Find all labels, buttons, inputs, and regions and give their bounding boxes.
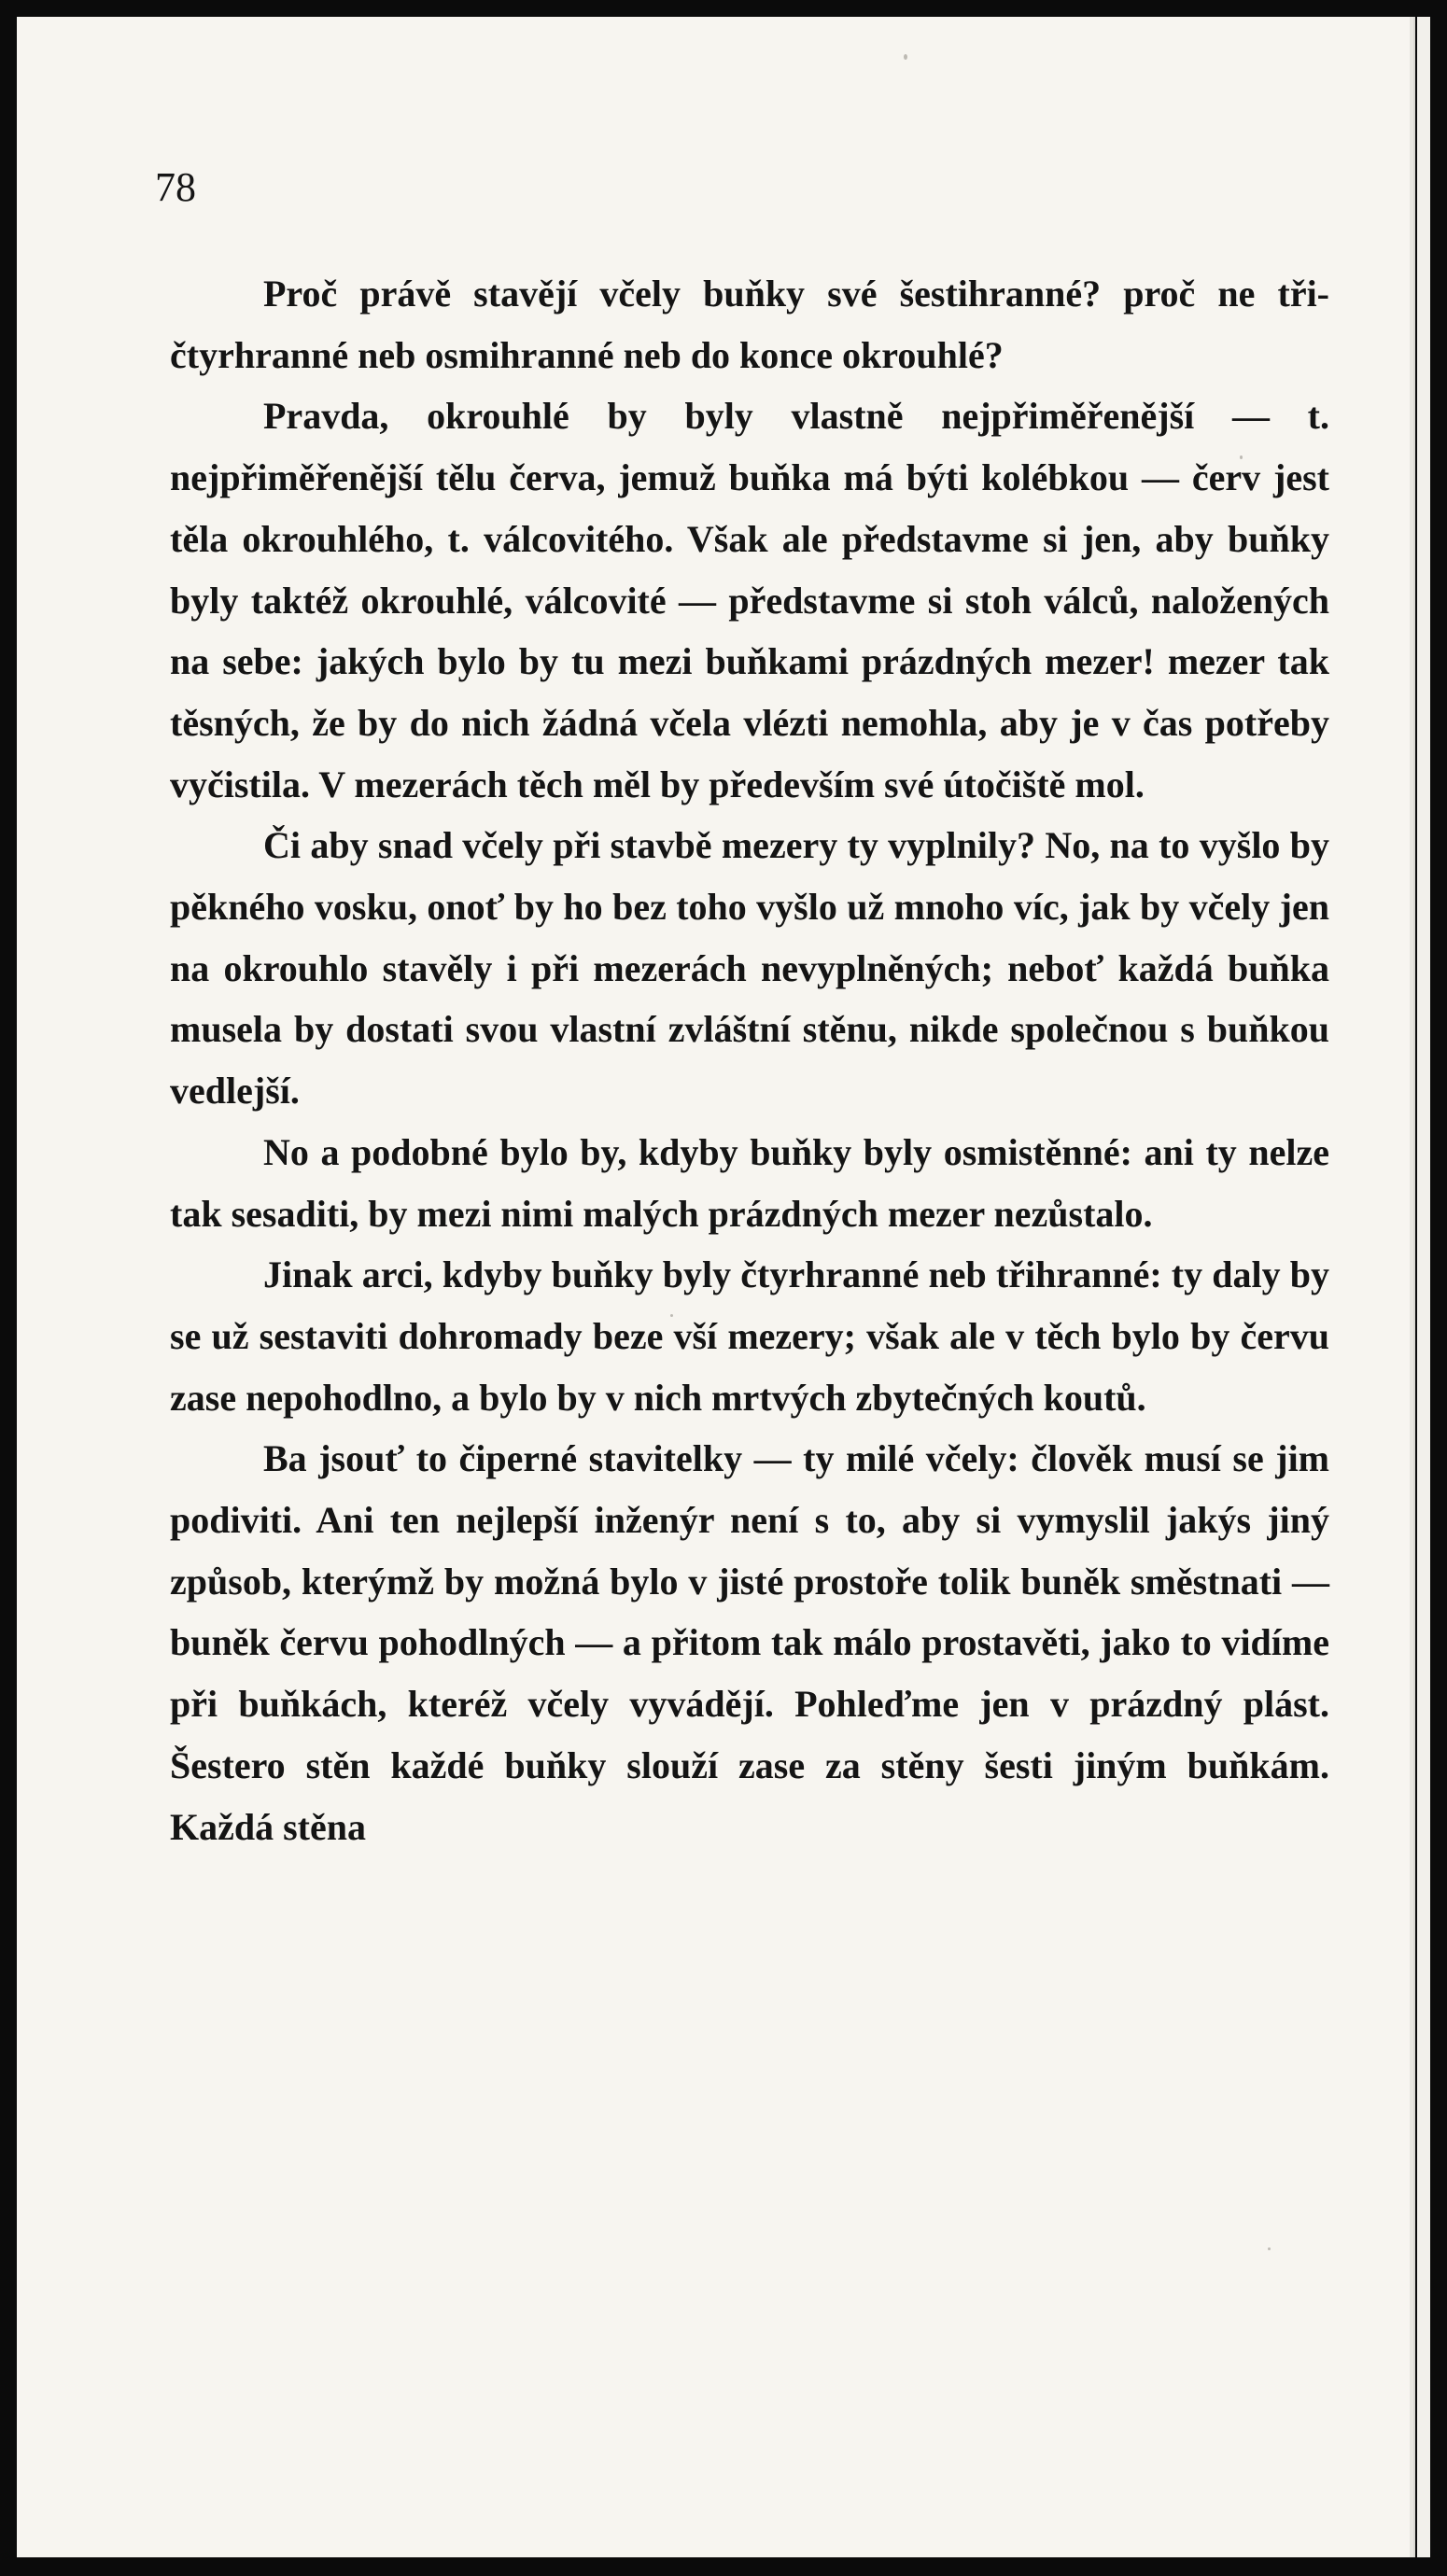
paper-speck (904, 54, 907, 60)
paragraph: Jinak arci, kdyby buňky byly čtyrhranné neb třihranné: ty daly by se už sestaviti dohromady beze vší mezery; však ale v těch bylo by červu zase nepohodlno, a bylo by v nich mrtvých zbytečných koutů. (170, 1253, 1329, 1419)
paper-speck (1268, 2247, 1271, 2250)
paragraph: Pravda, okrouhlé by byly vlastně nejpřiměřenější — t. nejpřiměřenější tělu červa, jemuž buňka má býti kolébkou — červ jest těla okrouhlého, t. válcovitého. Však ale představme si jen, aby buňky byly taktéž okrouhlé, válcovité — představme si stoh válců, naložených na sebe: jakých bylo by tu mezi buňkami prázdných mezer! mezer tak těsných, že by do nich žádná včela vlézti nemohla, aby je v čas potřeby vyčistila. V mezerách těch měl by především své útočiště mol. (170, 395, 1329, 805)
paragraph: Ba jsouť to čiperné stavitelky — ty milé včely: člověk musí se jim podiviti. Ani ten nejlepší inženýr není s to, aby si vymyslil jakýs jiný způsob, kterýmž by možná bylo v jisté prostoře tolik buněk směstnati — buněk červu pohodlných — a přitom tak málo prostavěti, jako to vidíme při buňkách, kteréž včely vyvádějí. Pohleďme jen v prázdný plást. Šestero stěn každé buňky slouží zase za stěny šesti jiným buňkám. Každá stěna (170, 1437, 1329, 1848)
paragraph: Či aby snad včely při stavbě mezery ty vyplnily? No, na to vyšlo by pěkného vosku, onoť by ho bez toho vyšlo už mnoho víc, jak by včely jen na okrouhlo stavěly i při mezerách nevyplněných; neboť každá buňka musela by dostati svou vlastní zvláštní stěnu, nikde společnou s buňkou vedlejší. (170, 824, 1329, 1113)
binding-strip (1417, 17, 1430, 2557)
body-text (170, 263, 1329, 1857)
page-edge (1410, 17, 1413, 2557)
page-number: 78 (155, 164, 196, 210)
paragraph: Proč právě stavějí včely buňky své šestihranné? proč ne tři-čtyrhranné neb osmihranné neb do konce okrouhlé? (170, 273, 1329, 376)
paragraph: No a podobné bylo by, kdyby buňky byly osmistěnné: ani ty nelze tak sesaditi, by mezi nimi malých prázdných mezer nezůstalo. (170, 1130, 1329, 1235)
